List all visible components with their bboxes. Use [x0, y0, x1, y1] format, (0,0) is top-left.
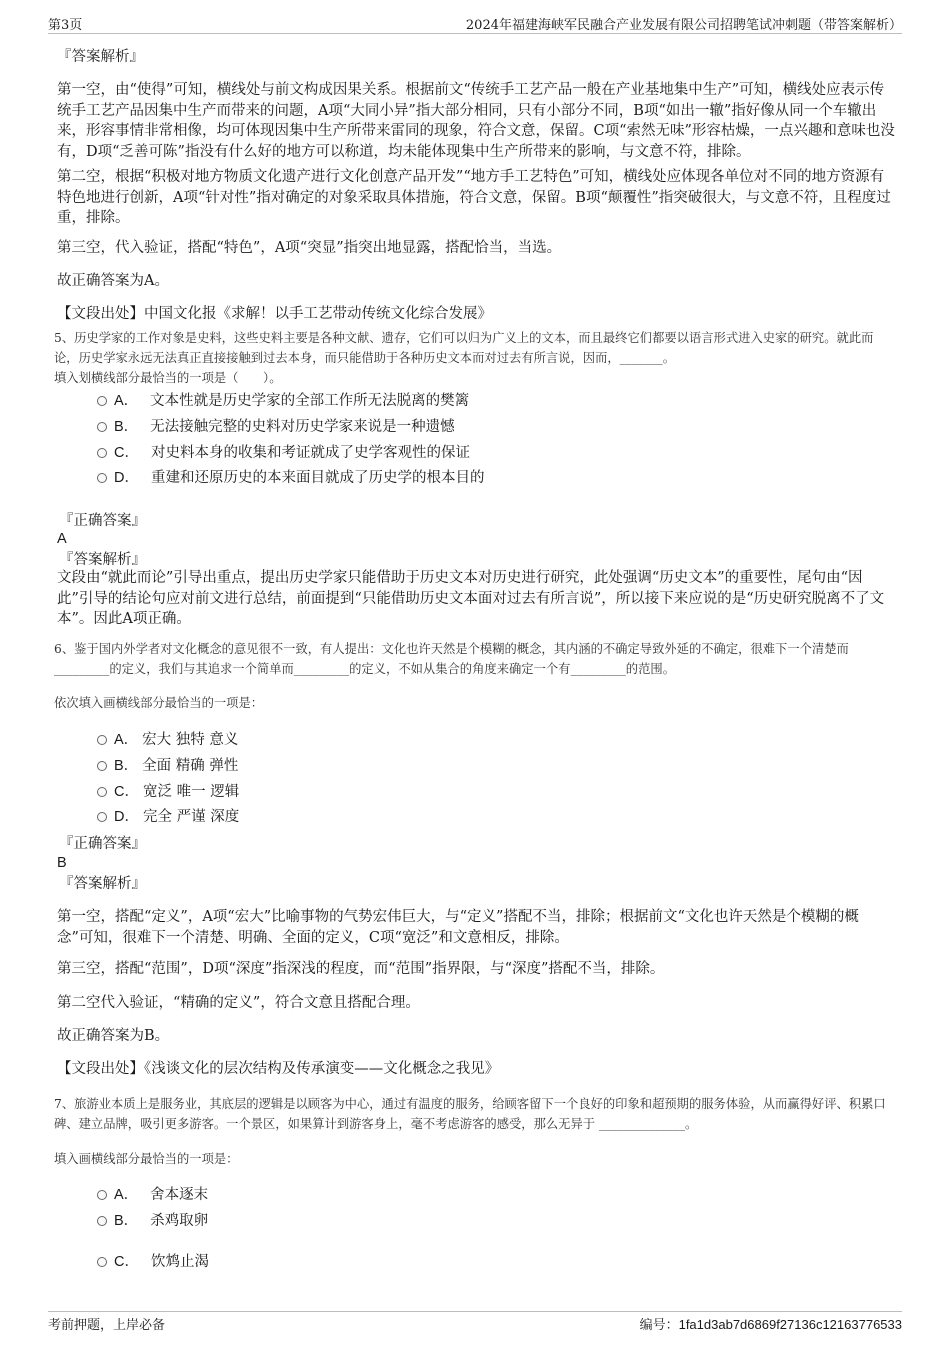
q7-option-b[interactable]: B． 杀鸡取卵: [97, 1211, 208, 1231]
q6-analysis-para-2: 第三空，搭配“范围”，D项“深度”指深浅的程度，而“范围”指界限，与“深度”搭配不当，排除。: [57, 961, 665, 977]
q6-analysis-para-1: 第一空，搭配“定义”，A项“宏大”比喻事物的气势宏伟巨大，与“定义”搭配不当，排除；根据前文“文化也许天然是个模糊的概念”可知，很难下一个清楚、明确、全面的定义，C项“宽泛”和文意相反，排除。: [57, 909, 859, 946]
q4-analysis-para-3: 第三空，代入验证，搭配“特色”，A项“突显”指突出地显露，搭配恰当，当选。: [57, 240, 562, 256]
q7-prompt: 填入画横线部分最恰当的一项是：: [54, 1152, 239, 1166]
q5-analysis: 文段由“就此而论”引导出重点，提出历史学家只能借助于历史文本对历史进行研究，此处强调“历史文本”的重要性，尾句由“因此”引导的结论句应对前文进行总结，前面提到“只能借助历史文本面对过去有所言说”，所以接下来应说的是“历史研究脱离不了文本”。因此A项正确。: [57, 570, 885, 627]
q6-conclusion: 故正确答案为B。: [57, 1028, 170, 1044]
q5-answer: A: [57, 531, 67, 547]
document-id: [640, 1314, 902, 1333]
q6-answer: B: [57, 855, 67, 871]
q7-option-a[interactable]: A． 舍本逐末: [97, 1185, 208, 1205]
q5-analysis-label: 『答案解析』: [59, 552, 146, 568]
radio-icon[interactable]: [97, 422, 107, 432]
radio-icon[interactable]: [97, 1190, 107, 1200]
q6-source: 【文段出处】《浅谈文化的层次结构及传承演变——文化概念之我见》: [57, 1061, 500, 1077]
q6-answer-label: 『正确答案』: [59, 836, 146, 852]
radio-icon[interactable]: [97, 1216, 107, 1226]
radio-icon[interactable]: [97, 735, 107, 745]
q4-source: 【文段出处】中国文化报《求解！以手工艺带动传统文化综合发展》: [57, 306, 492, 322]
q7-stem: 7、旅游业本质上是服务业，其底层的逻辑是以顾客为中心，通过有温度的服务，给顾客留下一个良好的印象和超预期的服务体验，从而赢得好评、积累口碑、建立品牌，吸引更多游客。一个景区，如果算计到游客身上，毫不考虑游客的感受，那么无异于 ______________。: [54, 1097, 886, 1131]
q5-option-b[interactable]: B． 无法接触完整的史料对历史学家来说是一种遗憾: [97, 417, 455, 437]
q6-analysis-label: 『答案解析』: [59, 876, 146, 892]
q6-option-d[interactable]: D． 完全 严谨 深度: [97, 807, 239, 827]
footer-divider: [48, 1311, 902, 1312]
q5-answer-label: 『正确答案』: [59, 513, 146, 529]
radio-icon[interactable]: [97, 396, 107, 406]
page-number: 第3页: [48, 18, 83, 33]
header-divider: [48, 33, 902, 34]
radio-icon[interactable]: [97, 812, 107, 822]
q5-stem: 5、历史学家的工作对象是史料，这些史料主要是各种文献、遗存，它们可以归为广义上的文本，而且最终它们都要以语言形式进入史家的研究。就此而论，历史学家永远无法真正直接接触到过去本身，而只能借助于各种历史文本而对过去有所言说，因而，_______。: [54, 331, 874, 365]
q4-analysis-label: 『答案解析』: [57, 49, 144, 65]
q5-option-d[interactable]: D． 重建和还原历史的本来面目就成了历史学的根本目的: [97, 468, 484, 488]
q5-option-c[interactable]: C． 对史料本身的收集和考证就成了史学客观性的保证: [97, 443, 470, 463]
radio-icon[interactable]: [97, 473, 107, 483]
radio-icon[interactable]: [97, 448, 107, 458]
q4-conclusion: 故正确答案为A。: [57, 273, 169, 289]
document-title: 2024年福建海峡军民融合产业发展有限公司招聘笔试冲刺题（带答案解析）: [465, 18, 902, 33]
document-id-label: 编号：: [639, 1318, 679, 1333]
document-id-value: 1fa1d3ab7d6869f27136c12163776533: [678, 1317, 902, 1332]
q4-analysis-para-1: 第一空，由“使得”可知，横线处与前文构成因果关系。根据前文“传统手工艺产品一般在产业基地集中生产”可知，横线处应表示传统手工艺产品因集中生产而带来的问题，A项“大同小异”指大部分相同，只有小部分不同，B项“如出一辙”指好像从同一个车辙出来，形容事情非常相像，均可体现因集中生产所带来雷同的现象，符合文意，保留。C项“索然无味”形容枯燥，一点兴趣和意味也没有，D项“乏善可陈”指没有什么好的地方可以称道，均未能体现集中生产所带来的影响，与文意不符，排除。: [57, 82, 895, 160]
radio-icon[interactable]: [97, 787, 107, 797]
q6-analysis-para-3: 第二空代入验证，“精确的定义”，符合文意且搭配合理。: [57, 995, 420, 1011]
q5-option-a[interactable]: A． 文本性就是历史学家的全部工作所无法脱离的樊篱: [97, 391, 469, 411]
q6-option-b[interactable]: B． 全面 精确 弹性: [97, 756, 238, 776]
radio-icon[interactable]: [97, 1257, 107, 1267]
q6-option-a[interactable]: A． 宏大 独特 意义: [97, 730, 238, 750]
q6-stem: 6、鉴于国内外学者对文化概念的意见很不一致，有人提出：文化也许天然是个模糊的概念，其内涵的不确定导致外延的不确定，很难下一个清楚而_________的定义，我们与其追求一个简单而_________的定义，不如从集合的角度来确定一个有_________的范围。: [54, 642, 849, 676]
q5-prompt: 填入划横线部分最恰当的一项是（ ）。: [54, 371, 282, 385]
q4-analysis-para-2: 第二空，根据“积极对地方物质文化遗产进行文化创意产品开发”“地方手工艺特色”可知，横线处应体现各单位对不同的地方资源有特色地进行创新，A项“针对性”指对确定的对象采取具体措施，符合文意，保留。B项“颠覆性”指突破很大，与文意不符，且程度过重，排除。: [57, 169, 891, 226]
q6-option-c[interactable]: C． 宽泛 唯一 逻辑: [97, 782, 239, 802]
q6-prompt: 依次填入画横线部分最恰当的一项是：: [54, 696, 264, 710]
q7-option-c[interactable]: C． 饮鸩止渴: [97, 1252, 209, 1272]
footer-slogan: 考前押题，上岸必备: [48, 1318, 166, 1333]
radio-icon[interactable]: [97, 761, 107, 771]
